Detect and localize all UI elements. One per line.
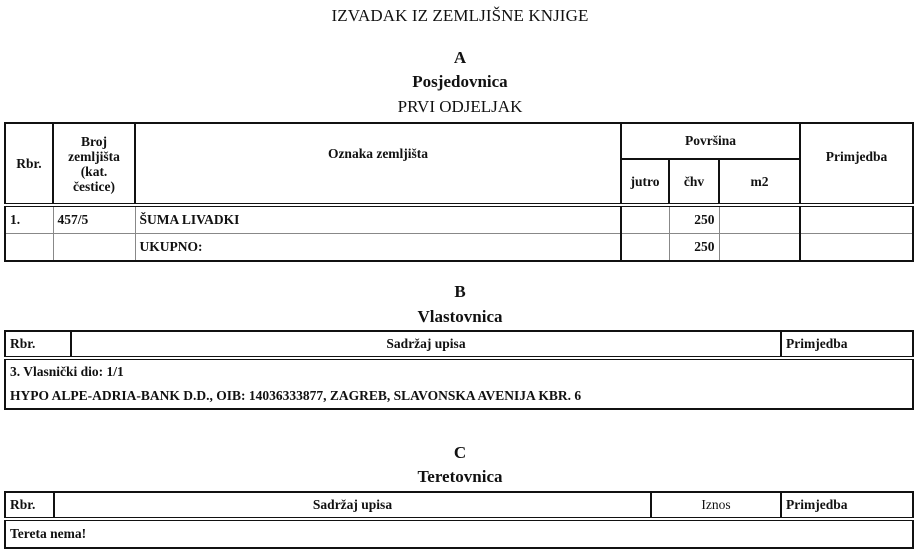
header-chv: čhv (669, 159, 719, 205)
vlastovnica-table (4, 330, 914, 410)
cell-jutro (621, 234, 669, 262)
cell-oznaka: UKUPNO: (135, 234, 621, 262)
cell-m2 (719, 205, 800, 234)
header-jutro: jutro (621, 159, 669, 205)
section-c-letter: C (453, 443, 467, 462)
header-rbr: Rbr. (5, 492, 54, 519)
entry-no-encumbrances: Tereta nema! (10, 526, 87, 541)
posjedovnica-table (4, 122, 914, 262)
header-broj-line3: (kat. (80, 163, 108, 179)
table-row (5, 384, 913, 409)
section-a-subtitle: PRVI ODJELJAK (397, 97, 523, 116)
header-sadrzaj-upisa: Sadržaj upisa (71, 331, 781, 358)
table-row (5, 205, 913, 234)
cell-chv: 250 (669, 205, 719, 234)
cell-oznaka: ŠUMA LIVADKI (135, 205, 621, 234)
cell-broj: 457/5 (53, 205, 135, 234)
header-broj-line1: Broj (81, 133, 107, 149)
section-b-letter: B (454, 282, 466, 301)
header-primjedba: Primjedba (781, 331, 913, 358)
document-title: IZVADAK IZ ZEMLJIŠNE KNJIGE (331, 6, 589, 25)
header-oznaka-zemljista: Oznaka zemljišta (135, 123, 621, 205)
header-povrsina: Površina (621, 123, 800, 159)
section-a-title: Posjedovnica (412, 72, 508, 91)
cell-rbr: 1. (5, 205, 53, 234)
cell-jutro (621, 205, 669, 234)
header-sadrzaj-upisa: Sadržaj upisa (54, 492, 651, 519)
table-row (5, 358, 913, 384)
header-rbr: Rbr. (5, 331, 71, 358)
teretovnica-table (4, 491, 914, 549)
cell-primjedba (800, 205, 913, 234)
section-b-title: Vlastovnica (417, 307, 503, 326)
entry-owner: HYPO ALPE-ADRIA-BANK D.D., OIB: 14036333877, ZAGREB, SLAVONSKA AVENIJA KBR. 6 (10, 388, 582, 403)
section-c-title: Teretovnica (417, 467, 503, 486)
header-broj-zemljista (53, 123, 135, 205)
cell-broj (53, 234, 135, 262)
header-broj-line2: zemljišta (68, 148, 120, 164)
header-iznos: Iznos (651, 492, 781, 519)
cell-rbr (5, 234, 53, 262)
section-a-letter: A (453, 48, 467, 67)
header-m2: m2 (719, 159, 800, 205)
cell-primjedba (800, 234, 913, 262)
header-broj-line4: čestice) (73, 178, 115, 194)
table-row-total (5, 234, 913, 262)
cell-chv: 250 (669, 234, 719, 262)
entry-ownership-share: 3. Vlasnički dio: 1/1 (10, 364, 124, 379)
header-rbr: Rbr. (5, 123, 53, 205)
cell-m2 (719, 234, 800, 262)
header-primjedba: Primjedba (800, 123, 913, 205)
header-primjedba: Primjedba (781, 492, 913, 519)
table-row (5, 519, 913, 548)
